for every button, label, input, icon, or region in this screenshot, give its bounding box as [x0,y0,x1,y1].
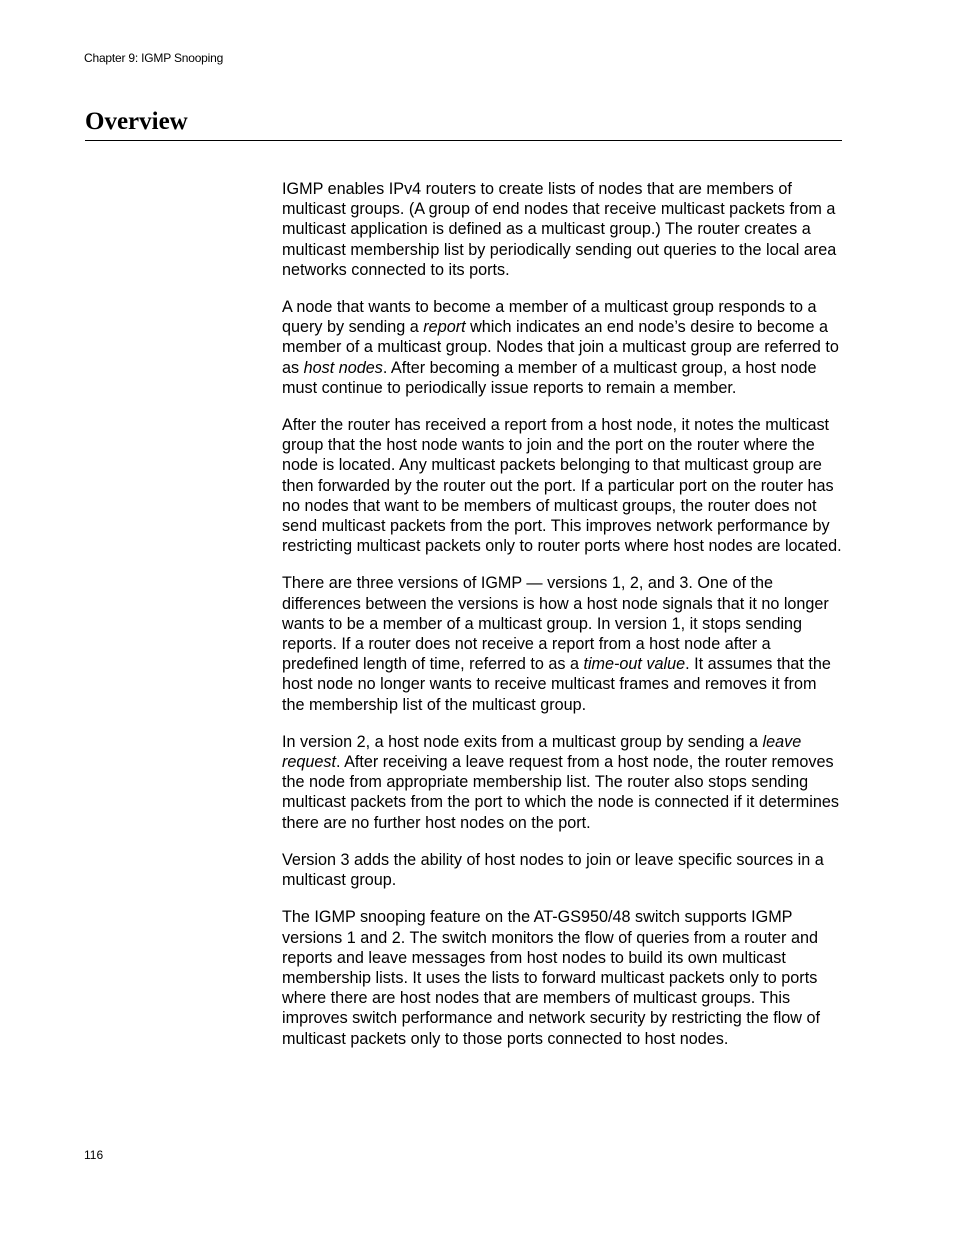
paragraph-snooping-feature: The IGMP snooping feature on the AT-GS950/48 switch supports IGMP versions 1 and 2. The switch monitors the flow of queries from a router and reports and leave messages from host nodes to build its own multicast membership lists. It uses the lists to forward multicast packets only to ports where there are host nodes that are members of multicast groups. This improves switch performance and network security by restricting the flow of multicast packets only to those ports connected to host nodes. [282,908,820,1048]
paragraph-version-2: In version 2, a host node exits from a multicast group by sending a leave request. After receiving a leave request from a host node, the router removes the node from appropriate membership list. The router also stops sending multicast packets from the port to which the node is connected if it determines there are no further host nodes on the port. [282,732,839,832]
paragraph-igmp-versions: There are three versions of IGMP — versions 1, 2, and 3. One of the differences between the versions is how a host node signals that it no longer wants to be a member of a multicast group. In version 1, it stops sending reports. If a router does not receive a report from a host node after a predefined length of time, referred to as a time-out value. It assumes that the host node no longer wants to receive multicast frames and removes it from the membership list of the multicast group. [282,574,831,714]
section-title: Overview [85,108,188,135]
body-text [282,179,842,1066]
title-rule [85,140,842,141]
term-time-out-value: time-out value [583,655,686,674]
paragraph-join-group: A node that wants to become a member of a multicast group responds to a query by sending a report which indicates an end node’s desire to become a member of a multicast group. Nodes that join a multicast group are referred to as host nodes. After becoming a member of a multicast group, a host node must continue to periodically issue reports to remain a member. [282,298,839,397]
paragraph-version-3: Version 3 adds the ability of host nodes to join or leave specific sources in a multicast group. [282,850,824,890]
page-number: 116 [84,1148,104,1162]
term-report: report [423,318,466,337]
paragraph-router-forwarding: After the router has received a report from a host node, it notes the multicast group that the host node wants to join and the port on the router where the node is located. Any multicast packets belonging to that multicast group are then forwarded by the router out the port. If a particular port on the router has no nodes that want to be members of multicast groups, the router does not send multicast packets from the port. This improves network performance by restricting multicast packets only to router ports where host nodes are located. [282,416,842,556]
term-leave-request: leave request [282,732,802,772]
term-host-nodes: host nodes [303,358,383,377]
paragraph-igmp-intro: IGMP enables IPv4 routers to create lists of nodes that are members of multicast groups. (A group of end nodes that receive multicast packets from a multicast application is defined as a multicast group.) The router creates a multicast membership list by periodically sending out queries to the local area networks connected to its ports. [282,180,837,279]
running-header: Chapter 9: IGMP Snooping [84,51,224,65]
